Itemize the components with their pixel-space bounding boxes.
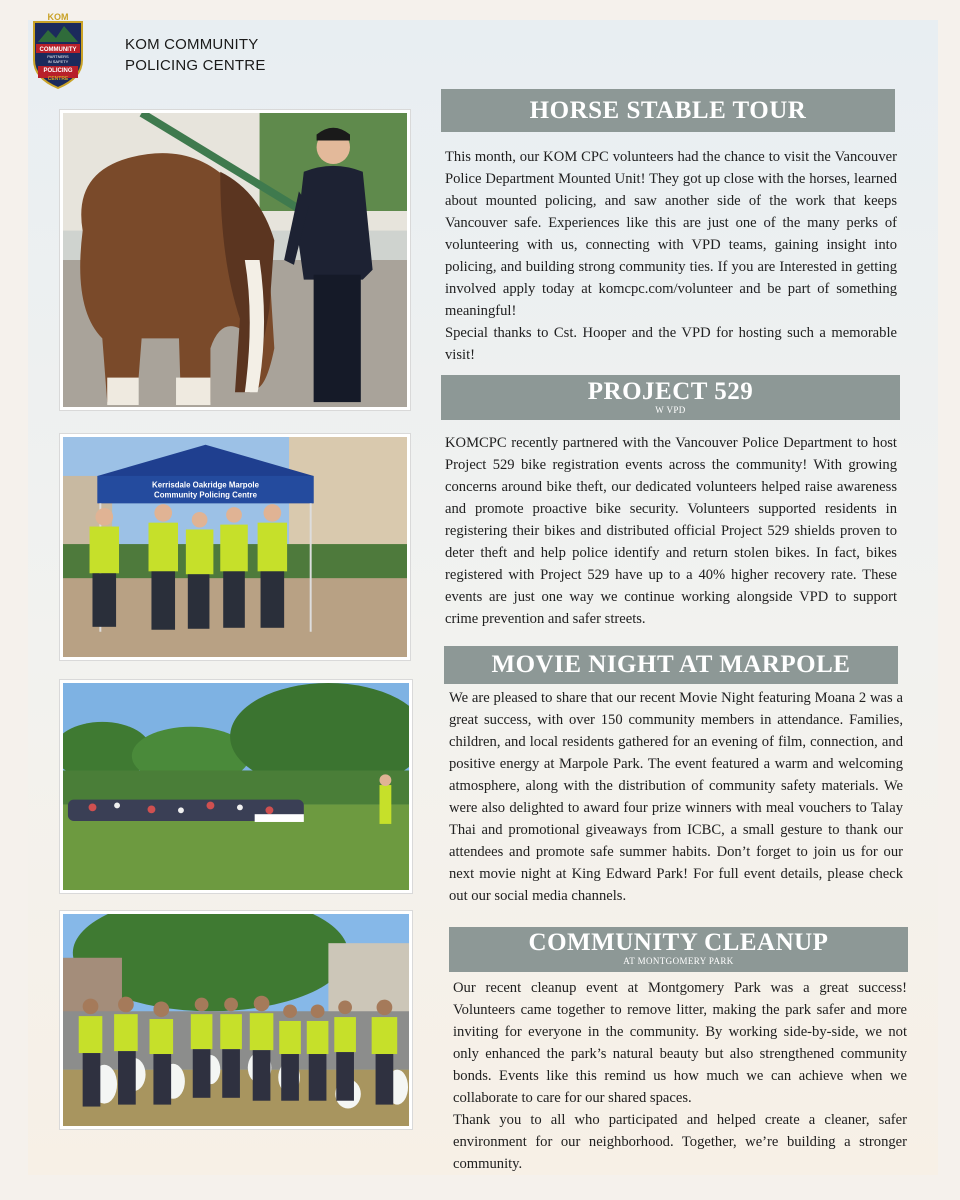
section-body-movie	[449, 687, 903, 907]
tent-sign-line2: Community Policing Centre	[154, 490, 257, 500]
photo-movie-night	[60, 680, 412, 893]
photo-community-cleanup	[60, 911, 412, 1129]
section-subtitle-cleanup: AT MONTGOMERY PARK	[623, 956, 734, 966]
section-title-movie: MOVIE NIGHT AT MARPOLE	[491, 651, 851, 678]
tent-sign-line1: Kerrisdale Oakridge Marpole	[152, 480, 259, 490]
section-body-horse	[445, 146, 897, 366]
org-name	[125, 34, 325, 76]
logo-text-top: KOM	[47, 12, 69, 22]
logo-text-line4: CENTRE	[47, 76, 69, 82]
paragraph: Thank you to all who participated and helped create a cleaner, safer environment for our neighborhood. Together, we’re building a stronger community.	[453, 1112, 907, 1172]
logo-text-line2: IN SAFETY	[47, 59, 69, 64]
org-name-line2: POLICING CENTRE	[125, 57, 266, 74]
section-subtitle-project: W VPD	[655, 405, 686, 415]
logo-text-middle: COMMUNITY	[39, 47, 77, 53]
logo-text-line3: POLICING	[43, 68, 73, 74]
banner-horse-stable-tour	[441, 89, 895, 132]
paragraph: KOMCPC recently partnered with the Vancouver Police Department to host Project 529 bike registration events across the community! With growing concerns around bike theft, our dedicated volunteers helped raise awareness and promote proactive bike security. Volunteers supported residents in registering their bikes and distributed official Project 529 shields proven to deter theft and help police identify and return stolen bikes. In fact, bikes registered with Project 529 have up to a 40% higher recovery rate. These events are just one way we continue working alongside VPD to support crime prevention and safer streets.	[445, 435, 897, 627]
paragraph: Special thanks to Cst. Hooper and the VPD for hosting such a memorable visit!	[445, 325, 897, 363]
photo-project-529	[60, 434, 410, 660]
section-body-project	[445, 432, 897, 630]
section-body-cleanup	[453, 977, 907, 1175]
section-title-horse: HORSE STABLE TOUR	[529, 97, 807, 124]
paragraph: Our recent cleanup event at Montgomery Park was a great success! Volunteers came together to remove litter, making the park safer and more inviting for everyone in the community. By working side-by-side, we not only enhanced the park’s natural beauty but also strengthened community bonds. Events like this remind us how much we can achieve when we collaborate to care for our shared spaces.	[453, 980, 907, 1106]
banner-movie-night	[444, 646, 898, 684]
banner-project-529	[441, 375, 900, 420]
paragraph: We are pleased to share that our recent Movie Night featuring Moana 2 was a great success, with over 150 community members in attendance. Families, children, and local residents gathered for an evening of film, connection, and positive energy at Marpole Park. The event featured a warm and welcoming atmosphere, along with the distribution of community safety materials. We were also delighted to award four prize winners with meal vouchers to Talay Thai and promotional giveaways from ICBC, a small gesture to thank our attendees and promote safe summer habits. Don’t forget to join us for our next movie night at King Edward Park! For full event details, please check out our social media channels.	[449, 690, 903, 904]
paragraph: This month, our KOM CPC volunteers had the chance to visit the Vancouver Police Department Mounted Unit! They got up close with the horses, learned about mounted policing, and saw another side of the work that keeps Vancouver safe. Experiences like this are just one of the many perks of volunteering with us, connecting with VPD teams, gaining insight into policing, and building strong community ties. If you are Interested in getting involved apply today at komcpc.com/volunteer and be part of something meaningful!	[445, 149, 897, 319]
logo-text-line1: PARTNERS	[47, 54, 69, 59]
section-title-project: PROJECT 529	[587, 378, 754, 405]
photo-horse-stable	[60, 110, 410, 410]
kom-cpc-logo	[30, 12, 86, 90]
section-title-cleanup: COMMUNITY CLEANUP	[528, 929, 829, 956]
banner-community-cleanup	[449, 927, 908, 972]
org-name-line1: KOM COMMUNITY	[125, 36, 259, 53]
